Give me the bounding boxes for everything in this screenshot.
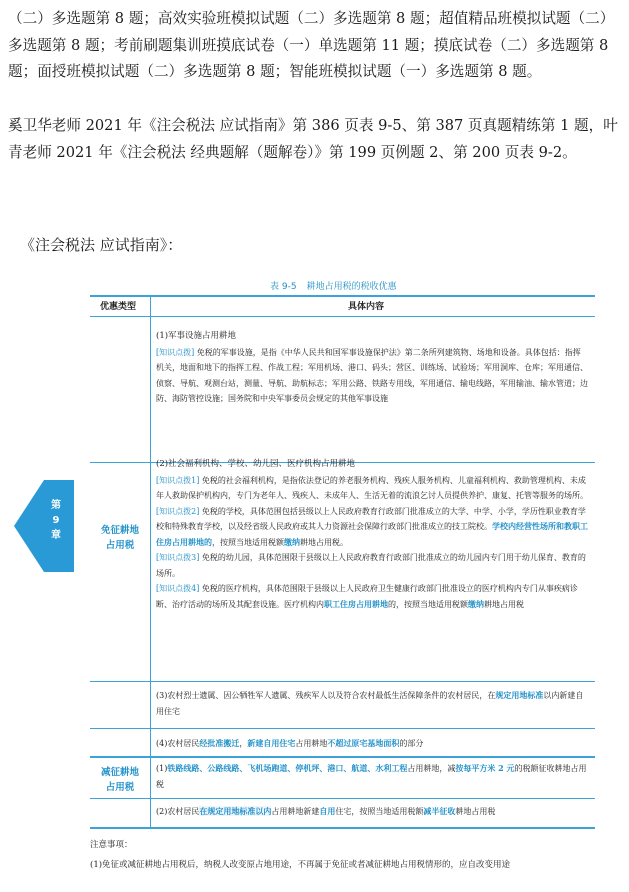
row-infrastructure: (1)铁路线路、公路线路、飞机场跑道、停机坪、港口、航道、水利工程占用耕地，减按每平方米 2 元的税额征收耕地占用税 — [156, 763, 587, 789]
chapter-label: 第 9 章 — [51, 500, 61, 541]
header-type: 优惠类型 — [100, 302, 137, 312]
paragraph-2: 奚卫华老师 2021 年《注会税法 应试指南》第 386 页表 9-5、第 387 页真题精练第 1 题，叶青老师 2021 年《注会税法 经典题解（题解卷）》第 199 页例题 2、第 200 页表 9-2。 — [8, 117, 618, 161]
row-military: (1)军事设施占用耕地 [知识点拨] 免税的军事设施，是指《中华人民共和国军事设施保护法》第二条所列建筑物、场地和设备。具体包括：指挥机关，地面和地下的指挥工程、作战工程；军用机场、港口、码头；营区、训练场、试验场；军用洞库、仓库；军用通信、侦察、导航、观测台站，测量、导航、助航标志；军用公路、铁路专用线，军用通信、输电线路，军用输油、输水管道；边防、海防管控设施；国务院和中央军事委员会规定的其他军事设施 — [156, 331, 588, 403]
notes-title: 注意事项： — [90, 840, 133, 850]
category-reduce: 减征耕地 占用税 — [100, 767, 139, 793]
row-rural-residents: (2)农村居民在规定用地标准以内占用耕地新建自用住宅，按照当地适用税额减半征收耕地占用税 — [156, 806, 496, 816]
table-number: 表 9-5 — [270, 282, 297, 292]
table-title: 耕地占用税的税收优惠 — [306, 282, 397, 292]
header-content: 具体内容 — [348, 302, 385, 312]
note-1: (1)免征或减征耕地占用税后，纳税人改变原占地用途，不再属于免征或者减征耕地占用税情形的，应自改变用途 — [90, 860, 511, 870]
paragraph-1: （二）多选题第 8 题；高效实验班模拟试题（二）多选题第 8 题；超值精品班模拟试题（二）多选题第 8 题；考前刷题集训班摸底试卷（一）单选题第 11 题；摸底试卷（二）多选题第 8 题；面授班模拟试题（二）多选题第 8 题；智能班模拟试题（一）多选题第 8 题。 — [8, 10, 615, 81]
category-exempt: 免征耕地 占用税 — [100, 525, 139, 551]
row-welfare: (2)社会福利机构、学校、幼儿园、医疗机构占用耕地 [知识点拨1] 免税的社会福利机构，是指依法登记的养老服务机构、残疾人服务机构、儿童福利机构、救助管理机构、未成年人救助保护机构内，专门为老年人、残疾人、未成年人、生活无着的流浪乞讨人员提供养护、康复、托管等服务的场所。 [知识点拨2] 免税的学校，具体范围包括县级以上人民政府教育行政部门批准成立的大学、中学、小学，学历性职业教育学校和特殊教育学校，以及经省级人民政府或其人力资源社会保障行政部门批准成立的技工院校。学校内经营性场所和教职工住房占用耕地的，按照当地适用税额缴纳耕地占用税。 [知识点拨3] 免税的幼儿园，具体范围限于县级以上人民政府教育行政部门批准成立的幼儿园内专门用于幼儿保育、教育的场所。 [知识点拨4] 免税的医疗机构，具体范围限于县级以上人民政府卫生健康行政部门批准设立的医疗机构内专门从事疾病诊断、治疗活动的场所及其配套设施。医疗机构内职工住房占用耕地的，按照当地适用税额缴纳耕地占用税 — [156, 459, 588, 609]
tax-incentive-table — [90, 295, 595, 829]
chapter-badge — [14, 480, 74, 572]
table-caption — [270, 279, 407, 292]
row-relocation: (4)农村居民经批准搬迁，新建自用住宅占用耕地不超过原宅基地面积的部分 — [156, 738, 424, 748]
row-martyr-families: (3)农村烈士遗属、因公牺牲军人遗属、残疾军人以及符合农村最低生活保障条件的农村居民，在规定用地标准以内新建自用住宅 — [156, 690, 584, 716]
section-heading: 《注会税法 应试指南》： — [20, 236, 183, 254]
